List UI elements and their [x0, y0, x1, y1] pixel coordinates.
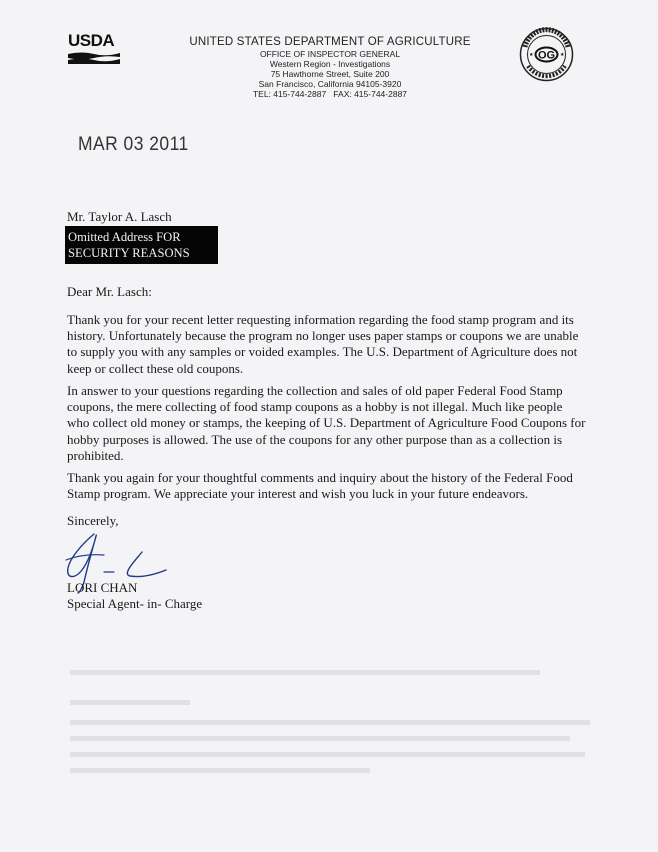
- redacted-address-block: [65, 226, 218, 264]
- signer-title: Special Agent- in- Charge: [67, 596, 203, 611]
- redacted-line-2: SECURITY REASONS: [68, 246, 190, 260]
- reverse-side-show-through: [60, 660, 600, 810]
- date-stamp: MAR 03 2011: [78, 134, 189, 155]
- city-address: San Francisco, California 94105-3920: [258, 79, 402, 89]
- salutation: Dear Mr. Lasch:: [67, 284, 152, 299]
- signer-name: LORI CHAN: [67, 580, 138, 595]
- division-name: Western Region - Investigations: [269, 59, 391, 69]
- office-name: OFFICE OF INSPECTOR GENERAL: [259, 49, 401, 59]
- department-name: UNITED STATES DEPARTMENT OF AGRICULTURE: [189, 36, 471, 48]
- letterhead: [180, 36, 480, 99]
- seal-star-right: ★: [560, 53, 565, 58]
- seal-center-text: OG: [537, 49, 556, 62]
- closing: Sincerely,: [67, 513, 119, 528]
- usda-logo: [68, 32, 120, 66]
- oig-seal-icon: [519, 27, 574, 82]
- seal-star-left: ★: [529, 53, 534, 58]
- redacted-line-1: Omitted Address FOR: [68, 230, 181, 244]
- usda-waves-icon: [68, 51, 120, 65]
- body-paragraph-2: In answer to your questions regarding the collection and sales of old paper Federal Food Stamp coupons, the mere collecting of food stamp coupons as a hobby is not illegal. Much like people who collect old money or stamps, the keeping of U.S. Department of Agriculture Food Coupons for hobby purposes is allowed. The use of the coupons for any other purpose than as a collection is prohibited.: [67, 383, 586, 463]
- body-paragraph-3: Thank you again for your thoughtful comments and inquiry about the history of the Federal Food Stamp program. We appreciate your interest and wish you luck in your future endeavors.: [67, 470, 573, 502]
- street-address: 75 Hawthorne Street, Suite 200: [270, 69, 390, 79]
- recipient-name: Mr. Taylor A. Lasch: [67, 209, 172, 224]
- body-paragraph-1: Thank you for your recent letter requesting information regarding the food stamp program and its history. Unfortunately because the program no longer uses paper stamps or coupons we are unable to supply you with any samples or voided examples. The U.S. Department of Agriculture does not keep or collect these old coupons.: [67, 312, 579, 376]
- phone-fax: TEL: 415-744-2887 FAX: 415-744-2887: [252, 89, 408, 99]
- usda-logo-text: USDA: [68, 31, 115, 50]
